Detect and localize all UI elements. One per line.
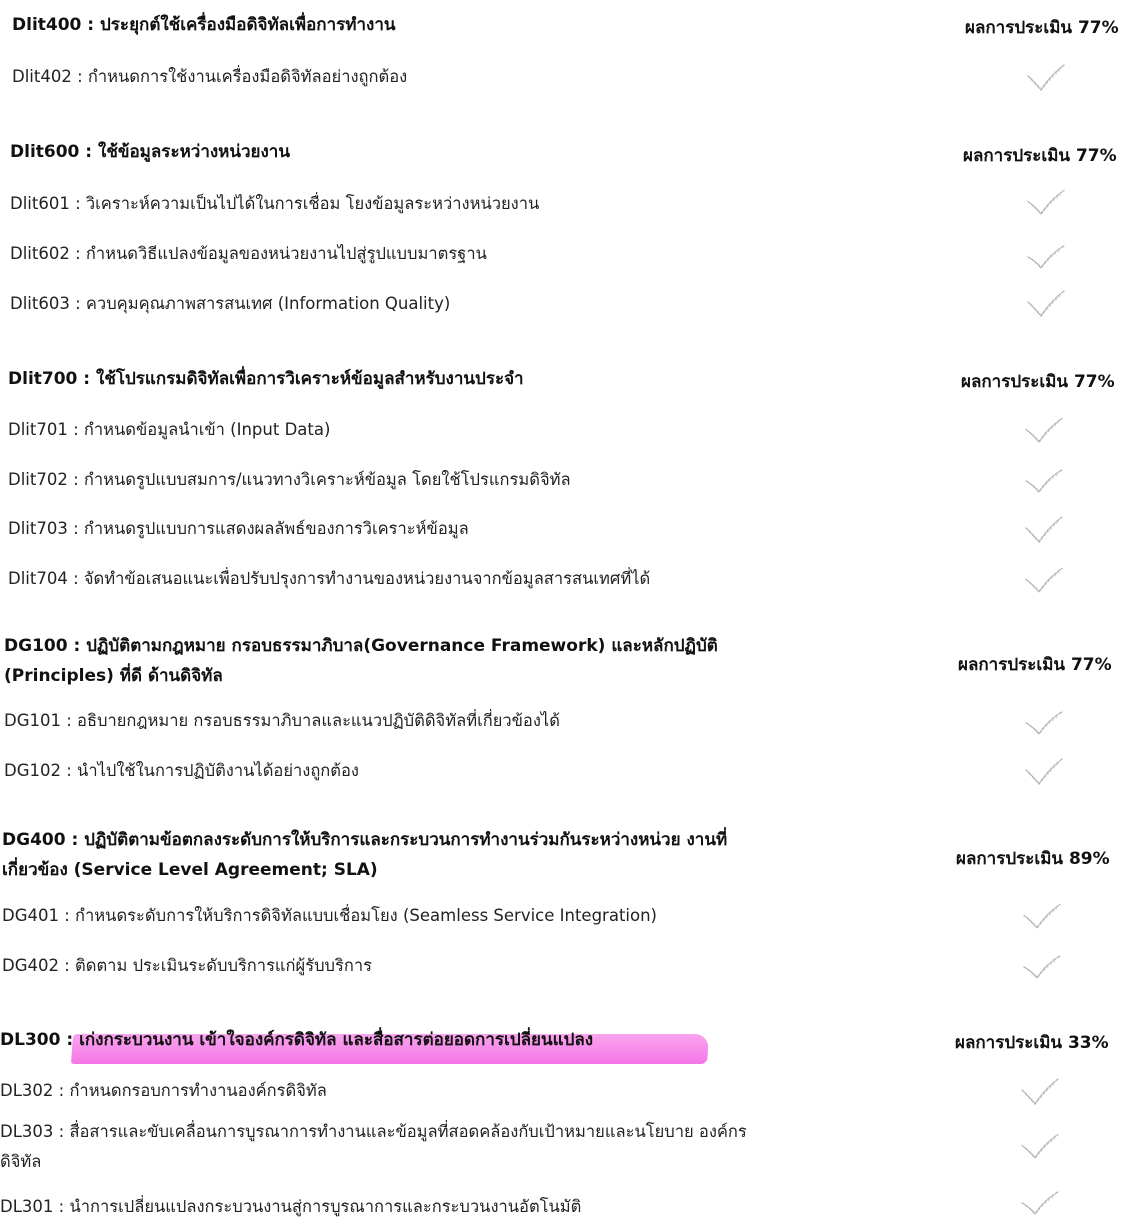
item-text: Dlit702 : กำหนดรูปแบบสมการ/แนวทางวิเคราะห์ข้อมูล โดยใช้โปรแกรมดิจิทัล <box>8 470 571 489</box>
section-title: DG100 : ปฏิบัติตามกฎหมาย กรอบธรรมาภิบาล(Governance Framework) และหลักปฏิบัติ (Principles) ที่ดี ด้านดิจิทัล <box>4 636 718 686</box>
assessment-score: ผลการประเมิน 77% <box>958 655 1112 675</box>
section-title: Dlit600 : ใช้ข้อมูลระหว่างหน่วยงาน <box>10 142 290 162</box>
assessment-score: ผลการประเมิน 33% <box>955 1033 1109 1053</box>
item-text: Dlit703 : กำหนดรูปแบบการแสดงผลลัพธ์ของการวิเคราะห์ข้อมูล <box>8 519 469 538</box>
item-text: Dlit601 : วิเคราะห์ความเป็นไปได้ในการเชื่อม โยงข้อมูลระหว่างหน่วยงาน <box>10 194 540 213</box>
assessment-score: ผลการประเมิน 77% <box>965 18 1119 38</box>
handwritten-check-icon <box>1018 900 1064 934</box>
item-text: DG101 : อธิบายกฎหมาย กรอบธรรมาภิบาลและแนวปฏิบัติดิจิทัลที่เกี่ยวข้องได้ <box>4 711 560 730</box>
handwritten-check-icon <box>1022 240 1068 274</box>
section-title: Dlit400 : ประยุกต์ใช้เครื่องมือดิจิทัลเพื่อการทำงาน <box>12 15 396 35</box>
handwritten-check-icon <box>1022 288 1068 322</box>
handwritten-check-icon <box>1022 186 1068 220</box>
handwritten-check-icon <box>1020 564 1066 598</box>
item-text: Dlit701 : กำหนดข้อมูลนำเข้า (Input Data) <box>8 420 331 439</box>
handwritten-check-icon <box>1020 756 1066 790</box>
section-title: Dlit700 : ใช้โปรแกรมดิจิทัลเพื่อการวิเคราะห์ข้อมูลสำหรับงานประจำ <box>8 369 524 389</box>
handwritten-check-icon <box>1022 62 1068 96</box>
item-text: Dlit603 : ควบคุมคุณภาพสารสนเทศ (Information Quality) <box>10 294 451 313</box>
item-text: Dlit402 : กำหนดการใช้งานเครื่องมือดิจิทัลอย่างถูกต้อง <box>12 67 408 86</box>
handwritten-check-icon <box>1018 950 1064 984</box>
item-text: DG402 : ติดตาม ประเมินระดับบริการแก่ผู้รับบริการ <box>2 956 373 975</box>
item-text: Dlit602 : กำหนดวิธีแปลงข้อมูลของหน่วยงานไปสู่รูปแบบมาตรฐาน <box>10 244 487 263</box>
handwritten-check-icon <box>1020 414 1066 448</box>
item-text: DL303 : สื่อสารและขับเคลื่อนการบูรณาการทำงานและข้อมูลที่สอดคล้องกับเป้าหมายและนโยบาย องค์กรดิจิทัล <box>0 1122 747 1171</box>
item-text: DL302 : กำหนดกรอบการทำงานองค์กรดิจิทัล <box>0 1081 327 1100</box>
handwritten-check-icon <box>1016 1076 1062 1110</box>
assessment-score: ผลการประเมิน 77% <box>963 146 1117 166</box>
handwritten-check-icon <box>1020 706 1066 740</box>
handwritten-check-icon <box>1020 464 1066 498</box>
section-title: DL300 : เก่งกระบวนงาน เข้าใจองค์กรดิจิทัล และสื่อสารต่อยอดการเปลี่ยนแปลง <box>0 1030 594 1050</box>
assessment-score: ผลการประเมิน 77% <box>961 372 1115 392</box>
item-text: DG401 : กำหนดระดับการให้บริการดิจิทัลแบบเชื่อมโยง (Seamless Service Integration) <box>2 906 657 925</box>
item-text: Dlit704 : จัดทำข้อเสนอแนะเพื่อปรับปรุงการทำงานของหน่วยงานจากข้อมูลสารสนเทศที่ได้ <box>8 569 651 588</box>
section-title: DG400 : ปฏิบัติตามข้อตกลงระดับการให้บริการและกระบวนการทำงานร่วมกันระหว่างหน่วย งานที่เกี่ยวข้อง (Service Level Agreement; SLA) <box>2 830 728 880</box>
item-text: DL301 : นำการเปลี่ยนแปลงกระบวนงานสู่การบูรณาการและกระบวนงานอัตโนมัติ <box>0 1197 582 1216</box>
handwritten-check-icon <box>1020 514 1066 548</box>
handwritten-check-icon <box>1016 1186 1062 1220</box>
item-text: DG102 : นำไปใช้ในการปฏิบัติงานได้อย่างถูกต้อง <box>4 761 359 780</box>
assessment-score: ผลการประเมิน 89% <box>956 849 1110 869</box>
handwritten-check-icon <box>1016 1130 1062 1164</box>
